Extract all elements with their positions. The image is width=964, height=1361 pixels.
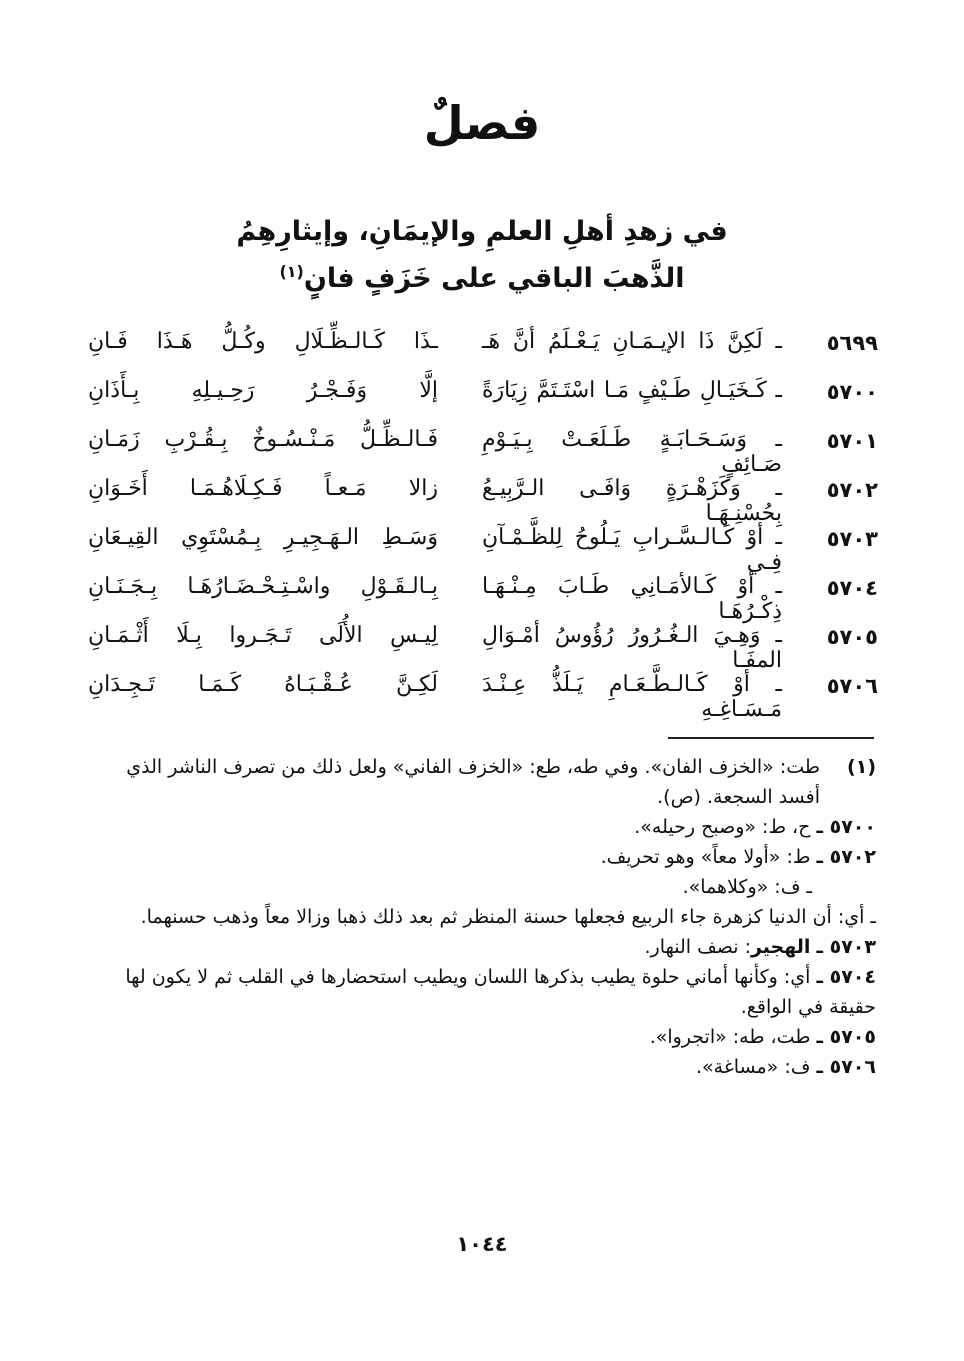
chapter-title <box>0 212 964 299</box>
verse-second-hemistich: لَكِـنَّ عُـقْـبَـاهُ كَـمَـا تَـجِـدَانِ <box>88 672 438 697</box>
verse-second-hemistich: وَسَـطِ الـهَـجِيـرِ بِـمُسْتَوِي القِيـعَانِ <box>88 525 438 550</box>
note-text: : نصف النهار. <box>644 936 751 958</box>
verse-number: ٥٧٠٥ <box>826 625 878 649</box>
verse-first-hemistich: ـ أوْ كَـالـطَّـعَـامِ يَـلَذُّ عِـنْـدَ مَـسَـاغِـهِ <box>482 672 782 722</box>
title-line-2 <box>0 252 964 299</box>
verse-second-hemistich: إلَّا وَفَـجْـرُ رَحِـيـلِهِ بِـأَذَانِ <box>88 378 438 403</box>
footnote-text: طت: «الخزف الفان». وفي طه، طع: «الخزف الفاني» ولعل ذلك من تصرف الناشر الذي أفسد السجعة. (ص). <box>126 756 820 808</box>
note-term: الهجير <box>750 936 811 958</box>
verse-first-hemistich: ـ أوْ كَـالـسَّـرابِ يَـلُوحُ لِلظَّـمْـآنِ فِـي <box>482 525 782 575</box>
verse-row <box>88 668 878 722</box>
title-line-1: في زهدِ أهلِ العلمِ والإيمَانِ، وإيثارِهِمُ <box>236 216 728 247</box>
footnote-divider <box>668 737 874 739</box>
note-text: ح، ط: «وصبح رحيله». <box>634 816 811 838</box>
footnote-marker: (١) <box>279 262 304 281</box>
note-label: ٥٧٠٤ ـ <box>816 966 876 988</box>
note-text: ف: «مساغة». <box>695 1056 811 1078</box>
page-number: ١٠٤٤ <box>456 1232 508 1256</box>
verse-number: ٥٧٠٣ <box>826 527 878 551</box>
verse-second-hemistich: بِـالـقَـوْلِ واسْـتِـحْـضَـارُهَـا بِـجَـنَـانِ <box>88 574 438 599</box>
verse-number: ٥٦٩٩ <box>826 331 878 355</box>
verse-number: ٥٧٠٠ <box>826 380 878 404</box>
verse-first-hemistich: ـ لَكِنَّ ذَا الإيـمَـانِ يَـعْـلَمُ أنَّ هَـ <box>482 329 782 354</box>
verse-second-hemistich: زالا مَـعـاً فَـكِـلَاهُـمَـا أَخَـوَانِ <box>88 476 438 501</box>
verse-row <box>88 619 878 673</box>
verse-first-hemistich: ـ كَـخَيَـالِ طَـيْفٍ مَـا اسْتَـتَمَّ زِيَارَةً <box>482 378 782 403</box>
note-text: ط: «أولا معاً» وهو تحريف. <box>600 846 811 868</box>
footnotes <box>92 752 876 1082</box>
verse-first-hemistich: ـ أوْ كَـالأمَـانِي طَـابَ مِـنْـهَـا ذِكْـرُهَـا <box>482 574 782 624</box>
note-5703 <box>92 932 876 962</box>
verse-second-hemistich: لِيـسِ الأُلَى تَـجَـروا بِـلَا أَثْـمَـانِ <box>88 623 438 648</box>
section-heading: فصلٌ <box>423 96 541 150</box>
note-label: ٥٧٠٠ ـ <box>816 816 876 838</box>
verse-list <box>88 325 878 722</box>
note-5700 <box>92 812 876 842</box>
verse-row <box>88 374 878 423</box>
note-text: طت، طه: «اتجروا». <box>649 1026 811 1048</box>
title-line-2-text: الذَّهبَ الباقي على خَزَفٍ فانٍ <box>303 263 685 294</box>
note-5706 <box>92 1052 876 1082</box>
note-label: ٥٧٠٣ ـ <box>816 936 876 958</box>
note-5704 <box>92 962 876 1022</box>
verse-first-hemistich: ـ وَسَـحَـابَـةٍ طَـلَعَـتْ بِـيَـوْمِ صَـائِفٍ <box>482 427 782 477</box>
note-label: ٥٧٠٦ ـ <box>816 1056 876 1078</box>
footnote-label: (١) <box>847 756 876 778</box>
verse-row <box>88 423 878 477</box>
note-5702-c <box>92 902 876 932</box>
verse-second-hemistich: ـذَا كَـالـظِّـلَالِ وكُـلُّ هَـذَا فَـانِ <box>88 329 438 354</box>
verse-row <box>88 325 878 374</box>
verse-row <box>88 521 878 575</box>
verse-number: ٥٧٠١ <box>826 429 878 453</box>
note-5702-b <box>92 872 876 902</box>
note-5702 <box>92 842 876 872</box>
note-text: ـ ف: «وكلاهما». <box>682 876 812 898</box>
verse-number: ٥٧٠٤ <box>826 576 878 600</box>
note-text: أي: وكأنها أماني حلوة يطيب بذكرها اللسان ويطيب استحضارها في القلب ثم لا يكون لها حقيقة في الواقع. <box>125 966 876 1018</box>
note-label: ٥٧٠٥ ـ <box>816 1026 876 1048</box>
verse-row <box>88 570 878 624</box>
note-label: ٥٧٠٢ ـ <box>816 846 876 868</box>
verse-first-hemistich: ـ وَهِـيَ الـغُـرُورُ رُؤُوسُ أمْـوَالِ المفَـا <box>482 623 782 673</box>
footnote-1 <box>92 752 876 812</box>
verse-number: ٥٧٠٢ <box>826 478 878 502</box>
verse-first-hemistich: ـ وَكَزَهْـرَةٍ وَافَـى الـرَّبِيـعُ بِحُسْنِـهَـا <box>482 476 782 526</box>
verse-second-hemistich: فَـالـظِّـلُّ مَـنْـسُـوخٌ بِـقُـرْبِ زَمَـانِ <box>88 427 438 452</box>
verse-row <box>88 472 878 526</box>
note-text: ـ أي: أن الدنيا كزهرة جاء الربيع فجعلها حسنة المنظر ثم بعد ذلك ذهبا وزالا معاً وذهب حسنهما. <box>140 906 876 928</box>
note-5705 <box>92 1022 876 1052</box>
verse-number: ٥٧٠٦ <box>826 674 878 698</box>
